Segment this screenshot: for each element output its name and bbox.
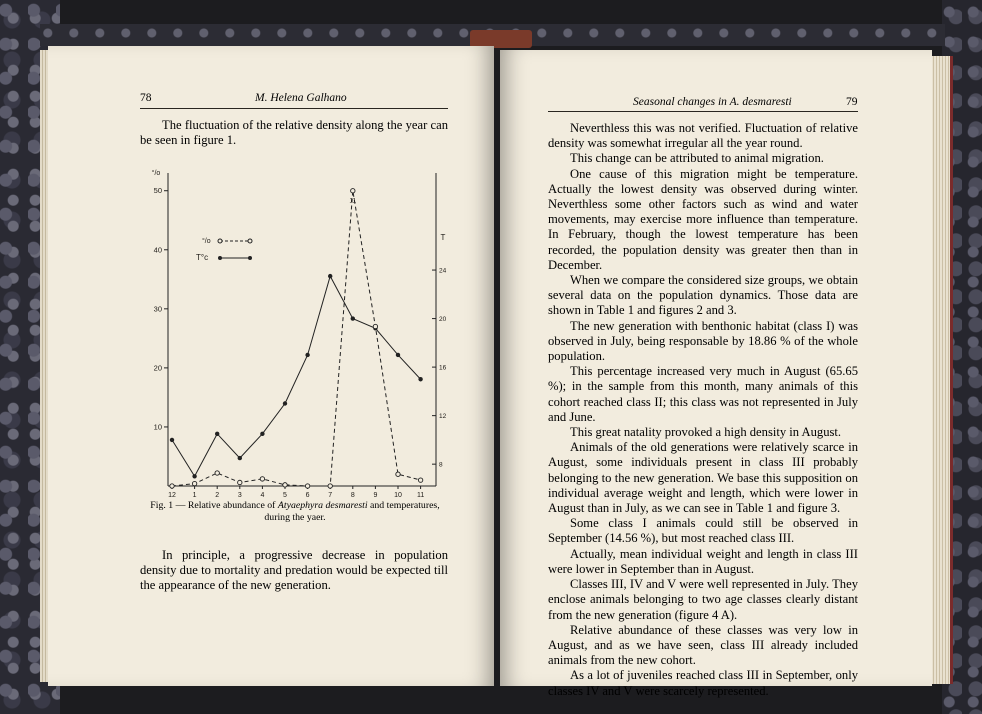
peak-annotation: 11 <box>349 197 357 205</box>
density-point <box>328 484 332 488</box>
body-paragraph: Animals of the old generations were relatively scarce in August, some individuals present in class III probably belonging to the new generation. We base this supposition on individual average weight and length, which were lower in August than in July, as we can see in Table 1 and figure 3. <box>548 440 858 516</box>
body-paragraph: Classes III, IV and V were well represented in July. They enclose animals belonging to two age classes clearly distant from the new generation (figure 4 A). <box>548 577 858 622</box>
header-rule-right <box>548 111 858 112</box>
density-point <box>396 472 400 476</box>
left-axis-unit: °/o <box>151 170 161 177</box>
density-point <box>215 471 219 475</box>
right-axis-unit: T <box>440 233 446 242</box>
body-paragraph: This percentage increased very much in August (65.65 %); in the sample from this month, many animals of this cohort reached class II; this class was not represented in July and June. <box>548 364 858 424</box>
x-tick-label: 5 <box>283 492 287 499</box>
left-tick-label: 50 <box>153 186 162 196</box>
density-point <box>351 189 355 193</box>
running-head-right: Seasonal changes in A. desmaresti <box>633 96 792 108</box>
right-tick-label: 20 <box>439 316 447 324</box>
x-tick-label: 11 <box>416 492 425 499</box>
right-tick-label: 8 <box>439 461 443 469</box>
x-tick-label: 12 <box>168 492 176 499</box>
temperature-point <box>283 401 287 405</box>
body-paragraph: When we compare the considered size groups, we obtain several data on the population dynamics. Those data are shown in Table 1 and figures 2 and 3. <box>548 273 858 318</box>
intro-text: The fluctuation of the relative density along the year can be seen in figure 1. <box>140 118 448 148</box>
intro-paragraph <box>140 118 448 148</box>
legend-density-label: °/o <box>202 238 211 245</box>
closing-text: In principle, a progressive decrease in population density due to mortality and predation would be expected till the appearance of the new generation. <box>140 548 448 593</box>
body-paragraph: The new generation with benthonic habitat (class I) was observed in July, being responsable by 18.86 % of the whole population. <box>548 318 858 364</box>
x-tick-label: 3 <box>237 492 242 499</box>
caption-suffix: and temperatures, during the yaer. <box>264 500 440 523</box>
legend-temp-marker-b <box>248 256 252 260</box>
right-tick-label: 16 <box>439 364 447 372</box>
body-paragraph: This change can be attributed to animal migration. <box>570 151 824 166</box>
density-point <box>170 484 174 488</box>
body-paragraph: Relative abundance of these classes was very low in August, and as we have seen, class III already included animals from the new cohort. <box>548 622 858 668</box>
density-point <box>238 480 242 484</box>
legend-density-marker-b <box>248 239 252 243</box>
header-rule-left <box>140 108 448 109</box>
temperature-point <box>260 432 264 436</box>
x-tick-label: 4 <box>260 492 265 499</box>
right-page-body <box>548 121 858 699</box>
page-number-right: 79 <box>846 96 858 108</box>
body-paragraph: This great natality provoked a high density in August. <box>570 425 842 440</box>
temperature-point <box>351 316 355 320</box>
density-point <box>373 324 377 328</box>
density-point <box>283 483 287 487</box>
left-tick-label: 30 <box>153 304 162 314</box>
x-tick-label: 9 <box>373 492 378 499</box>
temperature-point <box>215 432 219 436</box>
density-point <box>260 477 264 481</box>
body-paragraph: Some class I animals could still be observed in September (14.56 %), but most reached class III. <box>548 516 858 546</box>
legend-temp-label: T°c <box>196 253 209 262</box>
left-tick-label: 40 <box>153 245 162 255</box>
x-tick-label: 6 <box>305 492 310 499</box>
body-paragraph: One cause of this migration might be temperature. Actually the lowest density was observed during winter. Neverthless some other factors such as wind and water movements, may exercise more influence than temperature. In February, though the lowest temperature has been recorded, the population density was greater then than in December. <box>548 166 858 272</box>
figure-caption <box>140 500 450 524</box>
x-tick-label: 2 <box>215 492 220 499</box>
legend-temp-marker-a <box>218 256 222 260</box>
temperature-point <box>418 377 422 381</box>
body-paragraph: Actually, mean individual weight and length in class III were lower in September than in August. <box>548 546 858 576</box>
temperature-point <box>396 353 400 357</box>
x-tick-label: 1 <box>192 492 197 499</box>
temperature-point <box>305 353 309 357</box>
left-tick-label: 10 <box>153 422 162 432</box>
x-tick-label: 10 <box>394 492 402 499</box>
caption-prefix: Fig. 1 — Relative abundance of <box>150 500 278 511</box>
temperature-point <box>192 474 196 478</box>
closing-paragraph <box>140 548 448 594</box>
legend-density-marker-a <box>218 239 222 243</box>
temperature-point <box>238 456 242 460</box>
running-head-left: M. Helena Galhano <box>255 92 347 104</box>
left-tick-label: 20 <box>153 363 162 373</box>
right-tick-label: 12 <box>439 413 447 421</box>
x-tick-label: 7 <box>328 492 333 499</box>
page-number-left: 78 <box>140 92 152 104</box>
temperature-point <box>328 274 332 278</box>
x-tick-label: 8 <box>350 492 355 499</box>
density-point <box>418 478 422 482</box>
density-point <box>305 484 309 488</box>
figure-1-chart <box>140 163 450 503</box>
temperature-point <box>170 438 174 442</box>
body-paragraph: As a lot of juveniles reached class III in September, only classes IV and V were scarcely represented. <box>548 668 858 698</box>
caption-species: Atyaephyra desmaresti <box>277 500 368 511</box>
density-point <box>192 481 196 485</box>
body-paragraph: Neverthless this was not verified. Fluctuation of relative density was somewhat irregular all the year round. <box>548 121 858 151</box>
right-tick-label: 24 <box>439 267 447 275</box>
